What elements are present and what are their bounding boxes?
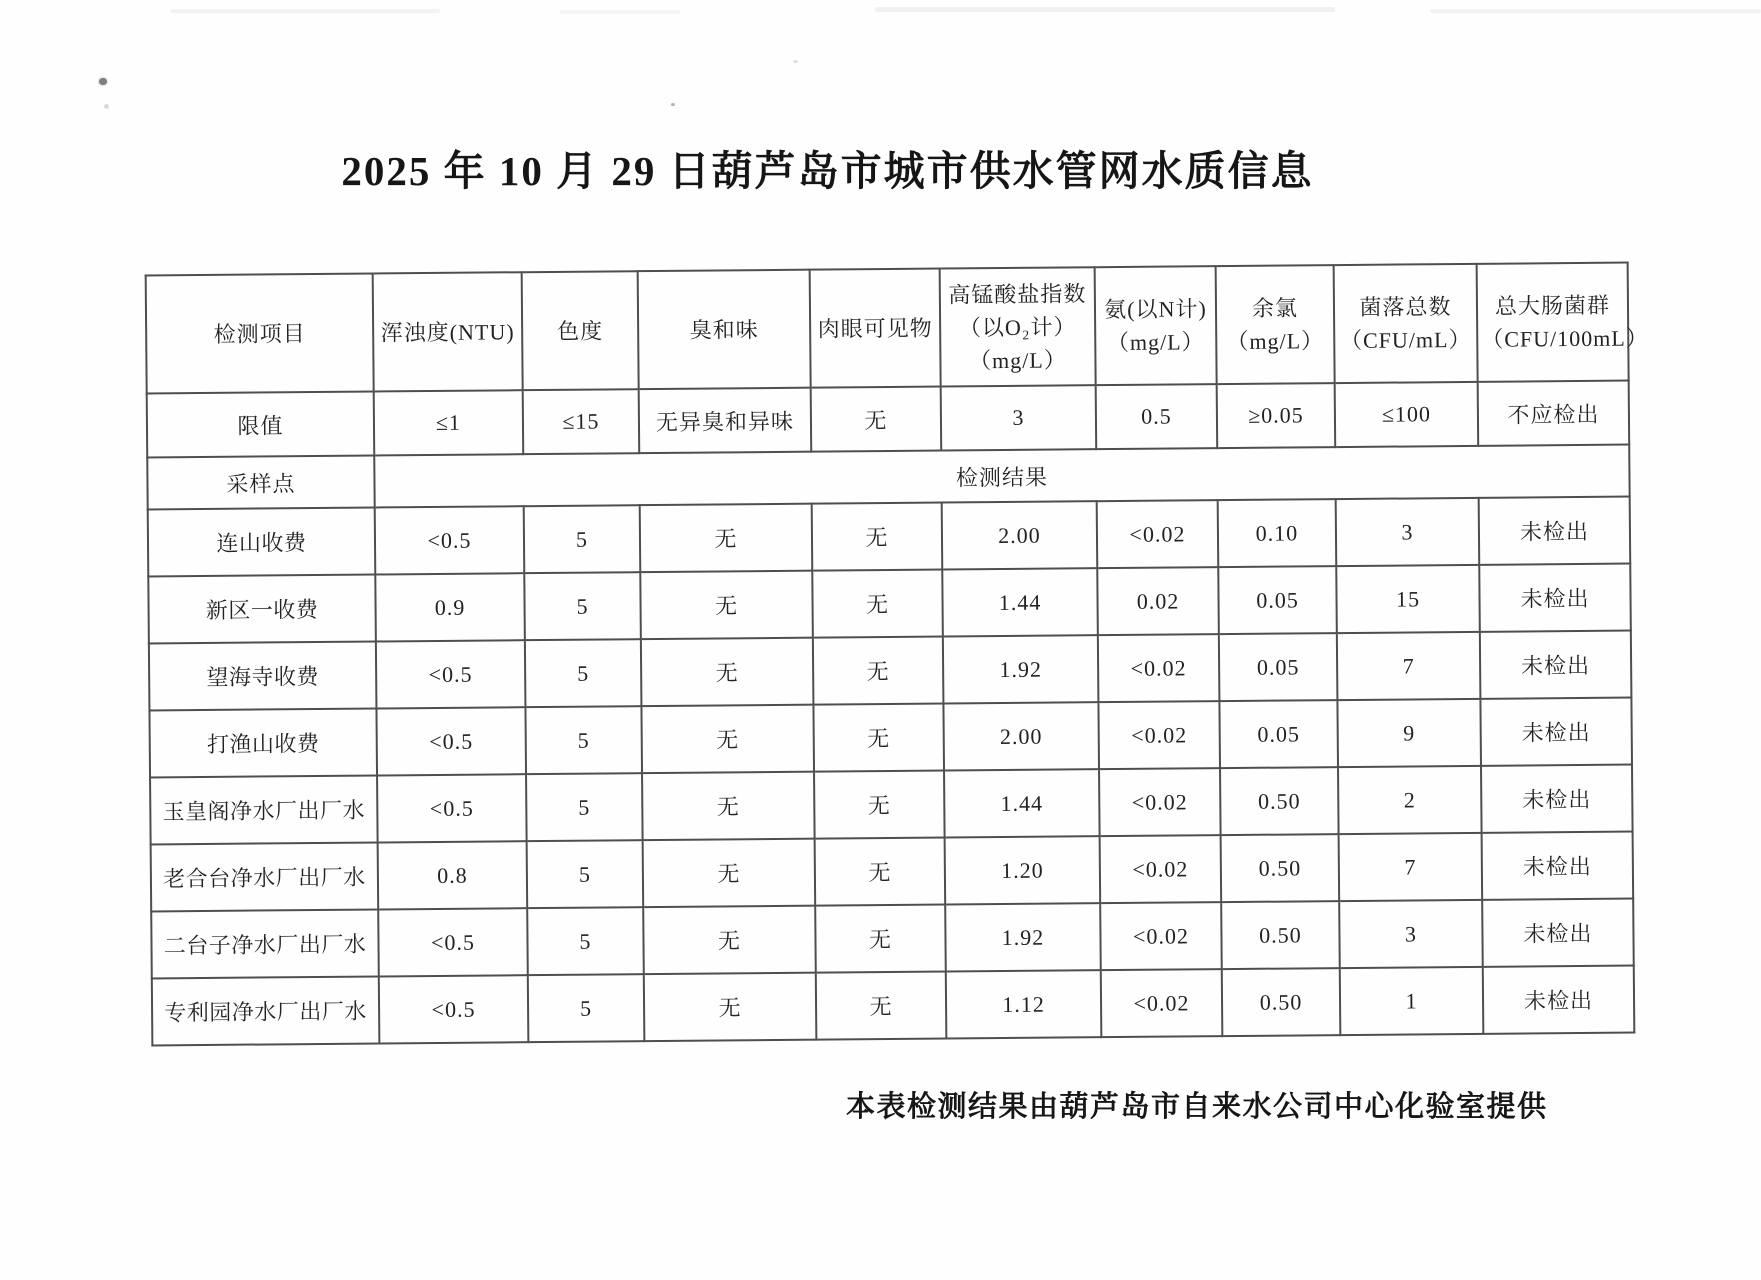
cell-value: 3 [1339, 900, 1483, 968]
cell-value: 0.50 [1221, 834, 1340, 902]
cell-value: 未检出 [1479, 497, 1631, 565]
header-cell: 臭和味 [638, 270, 811, 389]
header-cell: 高锰酸盐指数 （以O₂计） （mg/L） [940, 267, 1096, 386]
footer-note: 本表检测结果由葫芦岛市自来水公司中心化验室提供 [846, 1091, 1548, 1123]
limit-value: 无异臭和异味 [639, 388, 812, 453]
cell-value: 无 [643, 906, 816, 974]
cell-value: 未检出 [1483, 966, 1635, 1034]
cell-value: 1.44 [942, 568, 1098, 636]
cell-value: <0.5 [375, 506, 525, 574]
cell-value: 5 [528, 974, 645, 1042]
scan-artifact [170, 9, 440, 13]
limit-value: ≤1 [374, 390, 524, 455]
cell-value: 无 [814, 771, 945, 839]
cell-value: 未检出 [1479, 564, 1631, 632]
cell-value: 无 [644, 973, 817, 1041]
water-quality-table [145, 262, 1649, 1047]
cell-value: 1.44 [944, 769, 1100, 837]
cell-value: 无 [813, 637, 944, 705]
cell-value: <0.02 [1100, 902, 1222, 970]
header-cell: 色度 [522, 271, 639, 390]
row-label: 新区一收费 [148, 574, 376, 643]
cell-value: 5 [526, 773, 643, 841]
limit-value: 不应检出 [1478, 381, 1630, 446]
cell-value: 0.02 [1097, 567, 1219, 635]
scan-artifact [560, 10, 680, 14]
cell-value: <0.5 [376, 640, 526, 708]
row-label: 连山收费 [148, 507, 376, 576]
cell-value: 9 [1337, 699, 1481, 767]
cell-value: <0.02 [1098, 634, 1220, 702]
scan-artifact [875, 7, 1335, 12]
cell-value: 无 [641, 638, 814, 706]
cell-value: 5 [527, 907, 644, 975]
cell-value: 0.50 [1220, 767, 1339, 835]
cell-value: 未检出 [1482, 899, 1634, 967]
cell-value: 2.00 [942, 501, 1098, 569]
cell-value: <0.02 [1099, 768, 1221, 836]
cell-value: 0.50 [1221, 901, 1340, 969]
cell-value: <0.5 [376, 707, 526, 775]
cell-value: 无 [642, 772, 815, 840]
cell-value: 5 [527, 840, 644, 908]
ink-speckle [793, 60, 798, 63]
cell-value: 3 [1336, 498, 1480, 566]
limit-value: ≤100 [1335, 382, 1479, 447]
cell-value: 0.50 [1222, 968, 1341, 1036]
cell-value: 无 [640, 504, 813, 572]
cell-value: 1.20 [945, 836, 1101, 904]
table-row [151, 899, 1634, 979]
cell-value: 未检出 [1481, 765, 1633, 833]
table-row [152, 966, 1635, 1046]
cell-value: 未检出 [1482, 832, 1634, 900]
cell-value: 未检出 [1480, 698, 1632, 766]
cell-value: 0.05 [1219, 633, 1338, 701]
cell-value: 1.92 [943, 635, 1099, 703]
cell-value: 1.92 [945, 903, 1101, 971]
header-cell: 余氯 （mg/L） [1216, 265, 1335, 384]
cell-value: <0.5 [379, 975, 529, 1043]
limit-value: 3 [941, 385, 1097, 450]
cell-value: 无 [815, 838, 946, 906]
cell-value: 0.05 [1219, 700, 1338, 768]
cell-value: 无 [640, 571, 813, 639]
cell-value: 2 [1338, 766, 1482, 834]
header-cell: 总大肠菌群 （CFU/100mL） [1477, 263, 1629, 382]
page-title: 2025 年 10 月 29 日葫芦岛市城市供水管网水质信息 [341, 148, 1314, 194]
cell-value: 0.9 [375, 573, 525, 641]
cell-value: <0.5 [377, 774, 527, 842]
header-cell: 菌落总数 （CFU/mL） [1334, 264, 1478, 383]
header-cell: 检测项目 [146, 274, 374, 394]
cell-value: 15 [1336, 565, 1480, 633]
limit-value: ≤15 [523, 389, 640, 454]
sampling-point-label: 采样点 [147, 455, 374, 509]
header-cell: 氨(以N计) （mg/L） [1095, 266, 1217, 385]
cell-value: 0.05 [1218, 566, 1337, 634]
cell-value: 无 [812, 503, 943, 571]
row-label: 打渔山收费 [149, 708, 377, 777]
cell-value: 5 [524, 505, 641, 573]
cell-value: 5 [524, 572, 641, 640]
header-cell: 肉眼可见物 [810, 269, 941, 388]
table-row [148, 497, 1631, 577]
table-wrapper [145, 262, 1649, 1047]
cell-value: 0.8 [378, 841, 528, 909]
cell-value: 未检出 [1480, 631, 1632, 699]
cell-value: <0.02 [1097, 500, 1219, 568]
row-label: 专利园净水厂出厂水 [152, 976, 380, 1045]
limit-row-label: 限值 [147, 391, 375, 457]
cell-value: 无 [816, 972, 947, 1040]
cell-value: 7 [1339, 833, 1483, 901]
limit-value: 0.5 [1096, 384, 1218, 449]
cell-value: 1.12 [946, 970, 1102, 1038]
cell-value: 无 [641, 705, 814, 773]
table-row [151, 832, 1634, 912]
results-merged-cell: 检测结果 [374, 445, 1629, 508]
cell-value: 7 [1337, 632, 1481, 700]
cell-value: <0.02 [1100, 835, 1222, 903]
row-label: 老合台净水厂出厂水 [151, 842, 379, 911]
cell-value: <0.02 [1101, 969, 1223, 1037]
cell-value: 0.10 [1218, 499, 1337, 567]
cell-value: <0.5 [378, 908, 528, 976]
row-label: 玉皇阁净水厂出厂水 [150, 775, 378, 844]
cell-value: 无 [643, 839, 816, 907]
row-label: 望海寺收费 [149, 641, 377, 710]
cell-value: <0.02 [1098, 701, 1220, 769]
cell-value: 无 [813, 704, 944, 772]
cell-value: 1 [1340, 967, 1484, 1035]
limit-value: ≥0.05 [1217, 383, 1336, 448]
ink-speckle [104, 104, 109, 109]
cell-value: 5 [525, 706, 642, 774]
row-label: 二台子净水厂出厂水 [151, 909, 379, 978]
ink-speckle [671, 103, 675, 106]
table-header-row [146, 263, 1629, 394]
cell-value: 5 [525, 639, 642, 707]
limit-value: 无 [811, 387, 942, 452]
header-cell: 浑浊度(NTU) [373, 272, 523, 391]
cell-value: 无 [815, 905, 946, 973]
cell-value: 无 [812, 570, 943, 638]
cell-value: 2.00 [943, 702, 1099, 770]
table-body [147, 381, 1635, 1046]
ink-speckle [99, 78, 107, 85]
scan-artifact [1430, 9, 1761, 13]
